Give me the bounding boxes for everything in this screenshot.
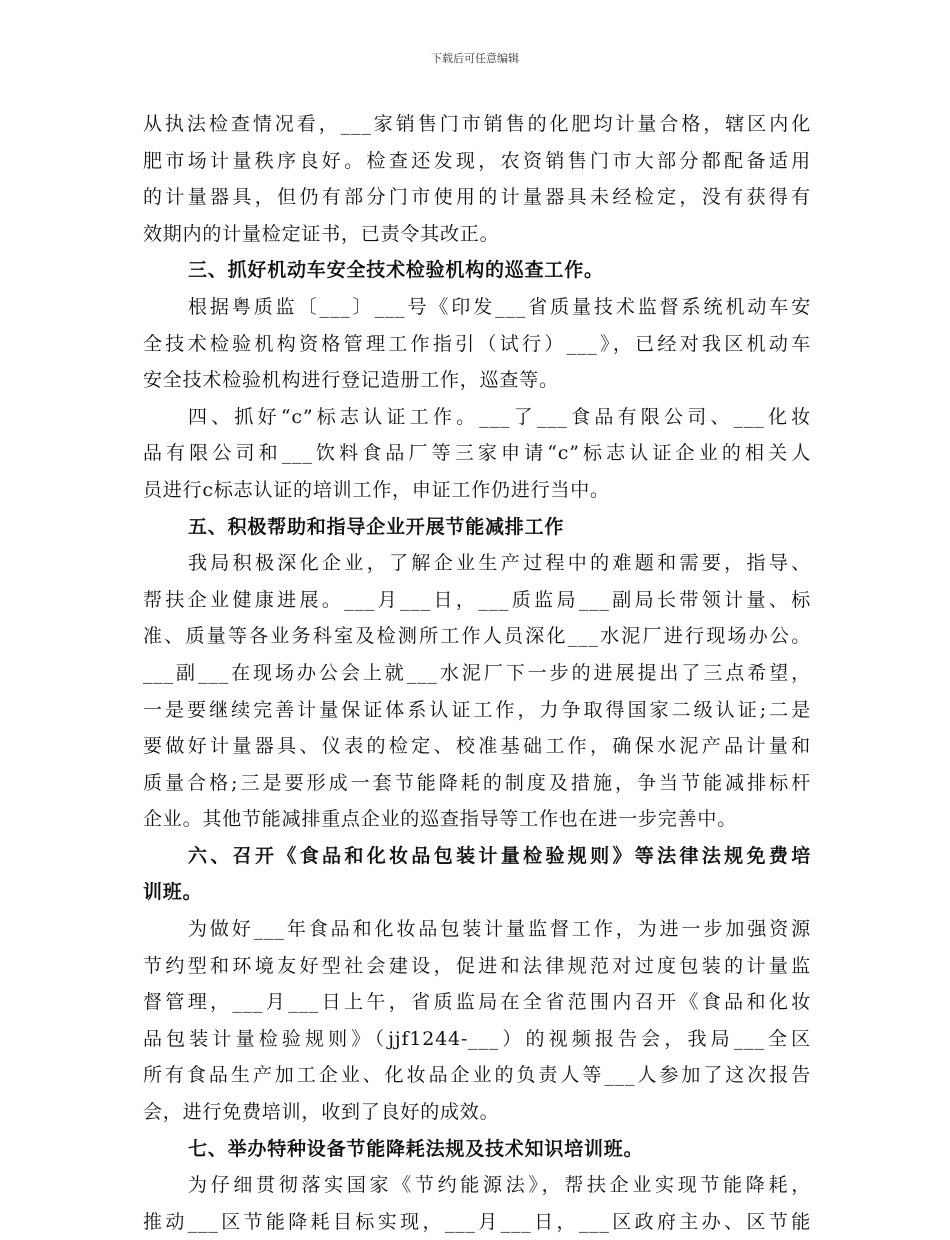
text-line: 帮扶企业健康进展。___月___日，___质监局___副局长带领计量、标 <box>143 588 811 611</box>
body-paragraph <box>143 1167 811 1240</box>
text-line: 会，进行免费培训，收到了良好的成效。 <box>143 1101 500 1124</box>
text-line: 一是要继续完善计量保证体系认证工作，力争取得国家二级认证;二是 <box>143 698 811 721</box>
text-line: 准、质量等各业务科室及检测所工作人员深化___水泥厂进行现场办公。 <box>143 625 811 648</box>
section-heading <box>143 1131 811 1168</box>
text-line: 质量合格;三是要形成一套节能降耗的制度及措施，争当节能减排标杆 <box>143 771 811 794</box>
text-line: 从执法检查情况看，___家销售门市销售的化肥均计量合格，辖区内化 <box>143 113 811 135</box>
body-paragraph <box>143 911 811 1131</box>
text-line: 肥市场计量秩序良好。检查还发现，农资销售门市大部分都配备适用 <box>143 149 811 172</box>
text-line: ___副___在现场办公会上就___水泥厂下一步的进展提出了三点希望， <box>143 661 811 684</box>
text-line: 推动___区节能降耗目标实现，___月___日，___区政府主办、区节能 <box>143 1210 811 1233</box>
section-heading <box>143 252 811 289</box>
page-header: 下载后可任意编辑 <box>431 52 519 65</box>
text-line: 品有限公司和___饮料食品厂等三家申请“c”标志认证企业的相关人 <box>143 442 811 465</box>
text-line: 企业。其他节能减排重点企业的巡查指导等工作也在进一步完善中。 <box>143 808 738 831</box>
body-paragraph <box>143 289 811 399</box>
text-line: 品包装计量检验规则》（jjf1244-___）的视频报告会，我局___全区 <box>143 1027 811 1050</box>
text-line: 要做好计量器具、仪表的检定、校准基础工作，确保水泥产品计量和 <box>143 735 811 758</box>
text-line: 六、召开《食品和化妆品包装计量检验规则》等法律法规免费培 <box>188 844 811 867</box>
text-line: 根据粤质监〔___〕___号《印发___省质量技术监督系统机动车安 <box>188 295 811 318</box>
text-line: 员进行c标志认证的培训工作，申证工作仍进行当中。 <box>143 478 610 501</box>
text-line: 为做好___年食品和化妆品包装计量监督工作，为进一步加强资源 <box>188 918 811 941</box>
text-line: 为仔细贯彻落实国家《节约能源法》，帮扶企业实现节能降耗， <box>188 1174 811 1197</box>
text-line: 七、举办特种设备节能降耗法规及技术知识培训班。 <box>188 1137 644 1160</box>
text-line: 四、抓好“c”标志认证工作。___了___食品有限公司、___化妆 <box>188 405 811 428</box>
text-line: 所有食品生产加工企业、化妆品企业的负责人等___人参加了这次报告 <box>143 1064 811 1087</box>
text-line: 安全技术检验机构进行登记造册工作，巡查等。 <box>143 369 559 392</box>
body-paragraph <box>143 545 811 838</box>
document-body <box>143 106 811 1240</box>
body-paragraph <box>143 106 811 252</box>
text-line: 全技术检验机构资格管理工作指引（试行）___》，已经对我区机动车 <box>143 332 811 355</box>
text-line: 的计量器具，但仍有部分门市使用的计量器具未经检定，没有获得有 <box>143 186 811 209</box>
text-line: 我局积极深化企业，了解企业生产过程中的难题和需要，指导、 <box>188 552 811 575</box>
text-line: 效期内的计量检定证书，已责令其改正。 <box>143 222 500 245</box>
text-line: 节约型和环境友好型社会建设，促进和法律规范对过度包装的计量监 <box>143 954 811 977</box>
text-line: 督管理，___月___日上午，省质监局在全省范围内召开《食品和化妆 <box>143 991 811 1014</box>
section-heading <box>143 838 811 911</box>
body-paragraph <box>143 399 811 509</box>
text-line: 三、抓好机动车安全技术检验机构的巡查工作。 <box>188 259 604 282</box>
section-heading <box>143 509 811 546</box>
text-line: 五、积极帮助和指导企业开展节能减排工作 <box>188 515 565 538</box>
text-line: 训班。 <box>143 881 203 904</box>
